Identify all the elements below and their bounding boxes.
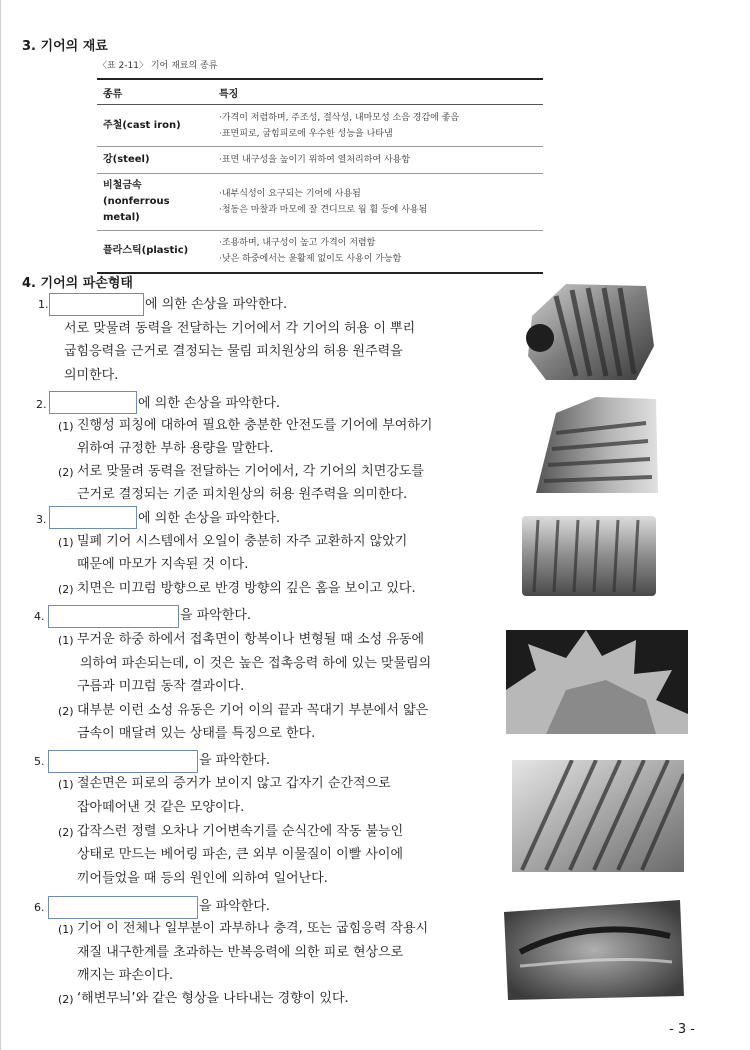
item-number: 5. <box>34 755 45 768</box>
item-heading-suffix: 에 의한 손상을 파악한다. <box>138 396 281 411</box>
sub-line: 재질 내구한계를 초과하는 반복응력에 의한 피로 현상으로 <box>77 945 404 960</box>
sub-line: 치면은 미끄럼 방향으로 반경 방향의 깊은 홈을 보이고 있다. <box>77 581 416 596</box>
sub-line: 대부분 이런 소성 유동은 기어 이의 끝과 꼭대기 부분에서 얇은 <box>77 703 429 718</box>
feature-line: ·내부식성이 요구되는 기어에 사용됨 <box>219 189 361 199</box>
table-cell-kind: 플라스틱(plastic) <box>97 231 213 273</box>
table-cell-kind: 비철금속 (nonferrous metal) <box>97 174 213 231</box>
item-heading-suffix: 을 파악한다. <box>199 753 271 768</box>
sub-mark: (2) <box>58 826 74 839</box>
table-caption: 〈표 2-11〉 기어 재료의 종류 <box>98 61 218 71</box>
table-header-row <box>97 79 543 105</box>
feature-line: ·표면피로, 굽힘피로에 우수한 성능을 나타냄 <box>219 128 393 139</box>
feature-line: ·표면 내구성을 높이기 위하여 열처리하여 사용함 <box>219 155 411 165</box>
item-heading-suffix: 에 의한 손상을 파악한다. <box>138 511 281 526</box>
sub-mark: (1) <box>58 634 74 647</box>
sub-line: 갑작스런 정렬 오차나 기어변속기를 순식간에 작동 불능인 <box>77 824 404 839</box>
sub-mark: (1) <box>58 778 74 791</box>
item-heading-suffix: 을 파악한다. <box>199 899 271 914</box>
item-heading-suffix: 을 파악한다. <box>180 608 252 623</box>
sub-line: 서로 맞물려 동력을 전달하는 기어에서, 각 기어의 치면강도를 <box>77 464 425 479</box>
feature-line: ·조용하며, 내구성이 높고 가격이 저렴함 <box>219 238 376 249</box>
answer-blank-4[interactable] <box>48 605 179 628</box>
feature-line: ·청동은 마찰과 마모에 잘 견디므로 웜 휠 등에 사용됨 <box>219 205 428 215</box>
table-header-kind: 종류 <box>97 79 213 105</box>
item-heading-suffix: 에 의한 손상을 파악한다. <box>145 297 288 312</box>
sub-line: 위하여 규정한 부하 용량을 말한다. <box>77 441 274 456</box>
table-header-features: 특징 <box>213 79 543 105</box>
section4-title: 4. 기어의 파손형태 <box>22 276 133 291</box>
sub-mark: (2) <box>58 705 74 718</box>
sub-mark: (2) <box>58 993 74 1006</box>
table-cell-features <box>213 231 543 273</box>
answer-blank-1[interactable] <box>49 293 144 316</box>
item-body-line: 굽힘응력을 근거로 결정되는 물림 피치원상의 허용 원주력을 <box>64 344 403 359</box>
sub-line: 끼어들었을 때 등의 원인에 의하여 일어난다. <box>77 871 328 886</box>
item-body-line: 의미한다. <box>64 368 119 383</box>
item-number: 6. <box>34 901 45 914</box>
sub-line: 밀폐 기어 시스템에서 오일이 충분히 자주 교환하지 않았기 <box>77 534 408 549</box>
feature-line: ·낮은 하중에서는 윤활제 없이도 사용이 가능함 <box>219 254 402 265</box>
gear-material-table <box>97 78 543 274</box>
sub-mark: (1) <box>58 536 74 549</box>
item-body-line: 서로 맞물려 동력을 전달하는 기어에서 각 기어의 허용 이 뿌리 <box>64 321 416 336</box>
item-number: 4. <box>34 610 45 623</box>
table-cell-features <box>213 174 543 231</box>
sub-line: 무거운 하중 하에서 접촉면이 항복이나 변형될 때 소성 유동에 <box>77 632 425 647</box>
gear-damage-photo-6 <box>500 892 686 1004</box>
sub-mark: (2) <box>58 583 74 596</box>
gear-damage-photo-4 <box>506 630 688 734</box>
page-left-border <box>0 0 1 1050</box>
section3-title: 3. 기어의 재료 <box>22 39 108 54</box>
feature-line: ·가격이 저렴하며, 주조성, 절삭성, 내마모성 소음 경감에 좋음 <box>219 112 460 123</box>
sub-line: 절손면은 피로의 증거가 보이지 않고 갑자기 순간적으로 <box>77 776 391 791</box>
page-number: - 3 - <box>669 1022 695 1037</box>
sub-line: 근거로 결정되는 기준 피치원상의 허용 원주력을 의미한다. <box>77 487 408 502</box>
sub-line: 금속이 매달려 있는 상태를 특징으로 한다. <box>77 726 316 741</box>
item-number: 3. <box>36 513 47 526</box>
gear-damage-photo-2 <box>526 393 662 503</box>
answer-blank-5[interactable] <box>48 750 198 773</box>
sub-line: 때문에 마모가 지속된 것 이다. <box>77 557 249 572</box>
sub-line: 잡아떼어낸 것 같은 모양이다. <box>77 800 245 815</box>
sub-mark: (1) <box>58 923 74 936</box>
table-row <box>97 105 543 147</box>
sub-line: 상태로 만드는 베어링 파손, 큰 외부 이물질이 이빨 사이에 <box>77 847 404 862</box>
gear-damage-photo-1 <box>526 276 658 384</box>
table-cell-features <box>213 147 543 174</box>
table-row <box>97 147 543 174</box>
gear-damage-photo-3 <box>520 512 658 600</box>
sub-line: 기어 이 전체나 일부분이 과부하나 충격, 또는 굽힘응력 작용시 <box>77 921 429 936</box>
sub-line: ‘해변무늬’와 같은 형상을 나타내는 경향이 있다. <box>77 991 349 1006</box>
answer-blank-3[interactable] <box>49 506 137 529</box>
item-number: 2. <box>36 398 47 411</box>
gear-damage-photo-5 <box>512 760 684 872</box>
answer-blank-2[interactable] <box>49 391 137 414</box>
sub-line: 구름과 미끄럼 동작 결과이다. <box>77 679 245 694</box>
sub-line: 의하여 파손되는데, 이 것은 높은 접촉응력 하에 있는 맞물림의 <box>80 656 432 671</box>
sub-mark: (1) <box>58 420 74 433</box>
table-cell-kind: 주철(cast iron) <box>97 105 213 147</box>
table-cell-features <box>213 105 543 147</box>
sub-line: 깨지는 파손이다. <box>77 968 174 983</box>
table-cell-kind: 강(steel) <box>97 147 213 174</box>
sub-mark: (2) <box>58 466 74 479</box>
item-number: 1. <box>38 298 49 311</box>
table-row <box>97 231 543 273</box>
table-row <box>97 174 543 231</box>
sub-line: 진행성 피칭에 대하여 필요한 충분한 안전도를 기어에 부여하기 <box>77 418 433 433</box>
answer-blank-6[interactable] <box>48 896 198 919</box>
